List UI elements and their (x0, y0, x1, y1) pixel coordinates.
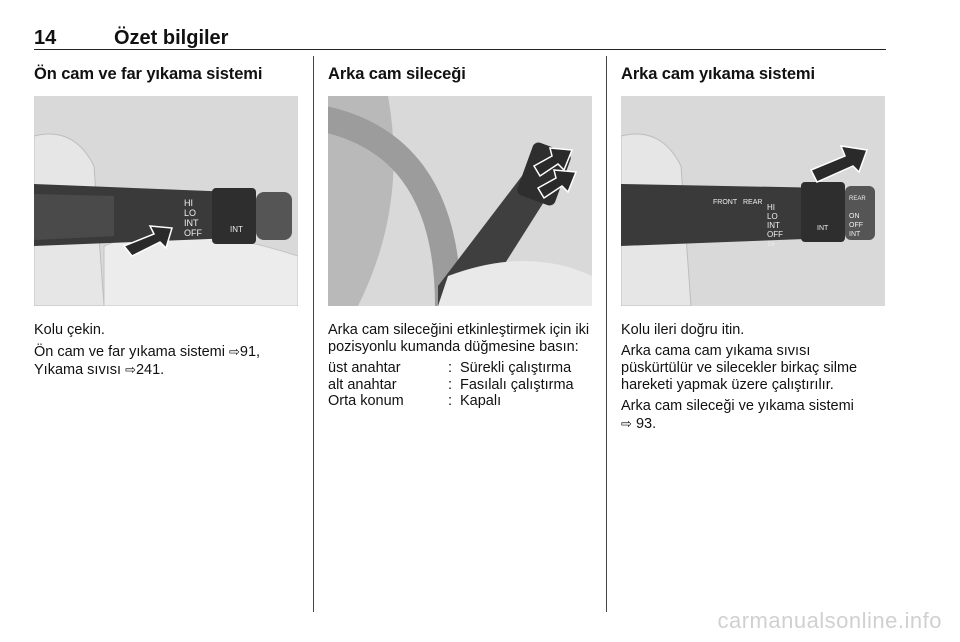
cross-reference-paragraph: Ön cam ve far yıkama sistemi ⇨91, Yıkama sıvısı ⇨241. (34, 344, 261, 378)
xref-page[interactable]: 93 (635, 416, 653, 432)
table-value: Fasılalı çalıştırma (460, 376, 574, 393)
svg-text:1x: 1x (767, 241, 775, 248)
xref-page[interactable]: 91 (239, 344, 257, 360)
header-rule (34, 49, 886, 50)
svg-text:FRONT: FRONT (713, 199, 738, 206)
svg-text:1x: 1x (184, 239, 193, 248)
page-title: Özet bilgiler (114, 27, 229, 49)
table-sep: : (448, 393, 453, 409)
xref-label: Arka cam sileceği ve yıkama sistemi (621, 398, 854, 414)
svg-text:INT: INT (767, 221, 780, 230)
figure-wiper-stalk-pull (34, 96, 298, 306)
svg-text:OFF: OFF (849, 222, 863, 229)
section-heading: Ön cam ve far yıkama sistemi (34, 65, 263, 83)
switch-position-table (328, 360, 592, 410)
svg-text:LO: LO (184, 208, 197, 218)
instruction-text: Kolu ileri doğru itin. (621, 322, 745, 338)
column-front-washer (34, 60, 298, 383)
column-rear-washer (621, 60, 885, 437)
table-key: Orta konum (328, 393, 404, 409)
column-rear-wiper (328, 60, 592, 410)
cross-reference-paragraph: Arka cam sileceği ve yıkama sistemi ⇨ 93. (621, 398, 854, 432)
xref-arrow-icon: ⇨ (125, 362, 136, 377)
xref-arrow-icon: ⇨ (229, 344, 240, 359)
table-value: Kapalı (460, 393, 502, 409)
svg-text:REAR: REAR (849, 196, 866, 202)
column-divider (313, 56, 314, 612)
figure-wiper-stalk-push (621, 96, 885, 306)
table-key: alt anahtar (328, 376, 397, 393)
description-text: Arka cama cam yıkama sıvısı püskürtülür ve silecekler birkaç silme hareketi yapmak üzere çalıştırılır. (621, 343, 858, 393)
svg-text:HI: HI (184, 198, 193, 208)
intro-text: Arka cam sileceğini etkinleştirmek için iki pozisyonlu kumanda düğmesine basın: (328, 322, 590, 355)
table-sep: : (448, 360, 453, 376)
svg-text:OFF: OFF (184, 228, 202, 238)
svg-text:INT: INT (230, 225, 243, 234)
svg-text:HI: HI (767, 203, 775, 212)
page-number: 14 (34, 27, 57, 49)
instruction-text: Kolu çekin. (34, 322, 105, 338)
xref-label: Ön cam ve far yıkama sistemi (34, 344, 225, 360)
svg-text:ON: ON (849, 213, 860, 220)
svg-text:OFF: OFF (767, 230, 783, 239)
svg-text:INT: INT (849, 231, 861, 238)
section-heading: Arka cam yıkama sistemi (621, 65, 815, 83)
svg-text:INT: INT (184, 218, 199, 228)
table-value: Sürekli çalıştırma (460, 360, 572, 376)
column-divider (606, 56, 607, 612)
svg-text:REAR: REAR (743, 199, 763, 206)
figure-rear-wiper-switch (328, 96, 592, 306)
svg-text:INT: INT (817, 225, 829, 232)
watermark: carmanualsonline.info (717, 608, 942, 633)
page-header (34, 24, 886, 52)
table-sep: : (448, 376, 453, 393)
table-key: üst anahtar (328, 360, 401, 376)
section-heading: Arka cam sileceği (328, 65, 466, 83)
xref-label: Yıkama sıvısı (34, 362, 122, 378)
xref-arrow-icon: ⇨ (621, 416, 632, 431)
svg-text:LO: LO (767, 212, 778, 221)
xref-page[interactable]: 241 (135, 362, 161, 378)
